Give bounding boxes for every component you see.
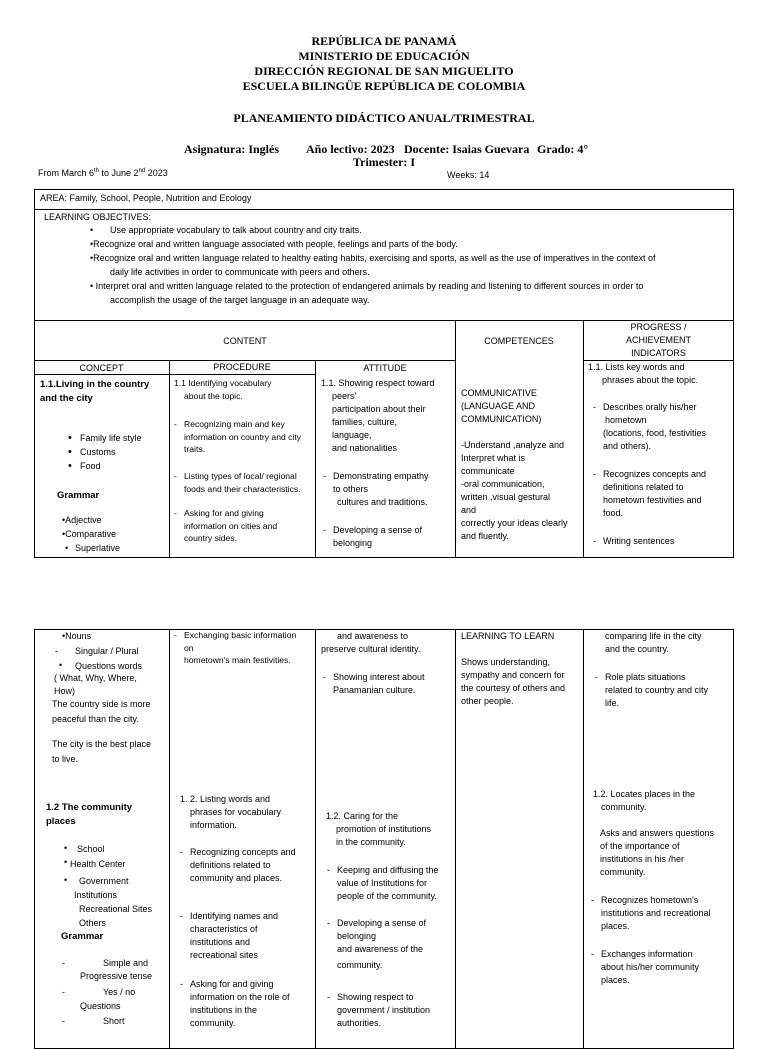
attitude-line: people of the community. xyxy=(337,891,437,901)
competence-line: and fluently. xyxy=(461,531,509,541)
concept-item: peaceful than the city. xyxy=(52,714,139,724)
procedure-line: information. xyxy=(190,820,238,830)
concept-item: • Family life style xyxy=(80,432,142,445)
attitude-line: belonging xyxy=(333,538,373,548)
progress-line: 1.2. Locates places in the xyxy=(593,789,696,799)
progress-line: 1.1. Lists key words and xyxy=(588,362,685,372)
attitude-item xyxy=(337,917,453,972)
procedure-line: - Asking for and giving xyxy=(190,978,312,991)
col-divider xyxy=(169,629,170,1049)
procedure-line: - Exchanging basic information xyxy=(184,629,314,642)
dash-mark: - xyxy=(62,1016,65,1026)
attitude-line: authorities. xyxy=(337,1018,382,1028)
progress-line: places. xyxy=(601,975,630,985)
competence-line: (LANGUAGE AND xyxy=(461,401,536,411)
attitude-item xyxy=(326,810,452,849)
header-region: DIRECCIÓN REGIONAL DE SAN MIGUELITO xyxy=(254,64,514,78)
header-school: ESCUELA BILINGÜE REPÚBLICA DE COLOMBIA xyxy=(242,79,526,93)
attitude-line: and awareness of the xyxy=(337,944,424,954)
procedure-line: country sides. xyxy=(184,533,238,543)
competence-line: sympathy and concern for xyxy=(461,670,565,680)
procedure-line: community and places. xyxy=(190,873,283,883)
concept-item: Questions words xyxy=(75,661,143,671)
grammar-item: •Adjective xyxy=(62,515,102,525)
col-divider xyxy=(583,629,584,1049)
progress-line: (locations, food, festivities xyxy=(603,428,707,438)
attitude-item xyxy=(333,470,451,509)
header-country: REPÚBLICA DE PANAMÁ xyxy=(311,34,457,48)
col-divider xyxy=(455,629,456,1049)
concept-title: 1.1.Living in the country and the city xyxy=(40,379,150,404)
concept-item: Health Center xyxy=(70,859,126,869)
area-divider xyxy=(34,209,734,210)
date-range: From March 6th to June 2nd 2023 xyxy=(38,168,168,178)
attitude-item xyxy=(333,671,451,697)
concept-item: School xyxy=(77,844,105,854)
progress-item xyxy=(605,671,725,710)
competences-header: COMPETENCES xyxy=(484,336,554,346)
attitude-line: - Keeping and diffusing the xyxy=(337,864,453,877)
concept-item: •Nouns xyxy=(62,631,92,641)
attitude-line: in the community. xyxy=(336,837,406,847)
objective-1: Use appropriate vocabulary to talk about country and city traits. xyxy=(110,225,362,235)
attitude-line: - Showing interest about xyxy=(333,671,451,684)
procedure-line: - Recognizing main and key xyxy=(184,418,314,431)
attitude-line: - Demonstrating empathy xyxy=(333,470,451,483)
procedure-line: definitions related to xyxy=(190,860,271,870)
procedure-header: PROCEDURE xyxy=(213,362,271,372)
competence-line: Shows understanding, xyxy=(461,657,551,667)
progress-header-line: ACHIEVEMENT xyxy=(625,335,691,345)
dash-mark: - xyxy=(62,987,65,997)
progress-line: related to country and city xyxy=(605,685,709,695)
attitude-line: cultures and traditions. xyxy=(337,497,428,507)
progress-item xyxy=(603,535,723,548)
grammar-title: Grammar xyxy=(61,931,104,942)
attitude-item xyxy=(337,864,453,903)
procedure-line: 1.1 Identifying vocabulary xyxy=(174,378,272,388)
grammar-item: •Comparative xyxy=(62,529,117,539)
progress-line: institutions and recreational xyxy=(601,908,711,918)
progress-item xyxy=(601,894,731,933)
procedure-line: information on cities and xyxy=(184,520,278,531)
progress-line: - Describes orally his/her xyxy=(603,401,723,414)
procedure-item xyxy=(190,846,312,885)
procedure-line: foods and their characteristics. xyxy=(184,483,301,494)
attitude-line: and nationalities xyxy=(332,443,398,453)
procedure-line: - Listing types of local/ regional xyxy=(184,470,314,483)
objective-bullet: • xyxy=(90,225,94,235)
progress-line: life. xyxy=(605,698,620,708)
competence-line: -Understand ,analyze and xyxy=(461,440,565,450)
procedure-item xyxy=(180,793,312,832)
competence-line: LEARNING TO LEARN xyxy=(461,631,555,641)
progress-line: - Exchanges information xyxy=(601,948,731,961)
teacher-label: Docente: Isaias Guevara xyxy=(404,142,530,156)
col-divider xyxy=(315,629,316,1049)
procedure-item xyxy=(190,910,312,962)
progress-item xyxy=(603,468,723,520)
progress-line: institutions in his /her xyxy=(600,854,685,864)
competence-line: COMMUNICATIVE xyxy=(461,388,537,398)
progress-item xyxy=(603,401,723,453)
procedure-line: institutions and xyxy=(190,937,251,947)
concept-header: CONCEPT xyxy=(79,363,124,373)
attitude-line: 1.2. Caring for the xyxy=(326,811,399,821)
concept-list xyxy=(80,432,142,473)
procedure-item xyxy=(184,418,314,456)
procedure-line: - Recognizing concepts and xyxy=(190,846,312,859)
subject-label: Asignatura: Inglés xyxy=(184,142,280,156)
competence-line: Interpret what is xyxy=(461,453,526,463)
progress-line: of the importance of xyxy=(600,841,680,851)
procedure-item xyxy=(184,470,314,495)
procedure-line: - Asking for and giving xyxy=(184,507,314,520)
concept-item: Others xyxy=(79,918,107,928)
year-label: Año lectivo: 2023 xyxy=(306,142,395,156)
attitude-line: belonging xyxy=(337,931,377,941)
grammar-item: Progressive tense xyxy=(80,971,153,981)
attitude-line: - Developing a sense of xyxy=(337,917,453,930)
bullet-mark: • xyxy=(59,660,63,670)
attitude-line: value of Institutions for xyxy=(337,878,428,888)
procedure-line: recreational sites xyxy=(190,950,259,960)
procedure-line: phrases for vocabulary xyxy=(190,807,282,817)
procedure-line: - Identifying names and xyxy=(190,910,312,923)
grammar-item: Short xyxy=(103,1016,125,1026)
concept-item: The city is the best place xyxy=(52,739,152,749)
col-divider xyxy=(169,360,170,558)
attitude-item xyxy=(337,991,453,1030)
procedure-item xyxy=(184,629,314,667)
competence-line: correctly your ideas clearly xyxy=(461,518,568,528)
objective-3: •Recognize oral and written language related to healthy eating habits, exercising and sports, as well as the use of imperatives in the context of xyxy=(90,253,656,263)
progress-line: and the country. xyxy=(605,644,669,654)
grammar-title: Grammar xyxy=(57,490,100,501)
plan-title: PLANEAMIENTO DIDÁCTICO ANUAL/TRIMESTRAL xyxy=(233,111,535,125)
attitude-header: ATTITUDE xyxy=(363,363,407,373)
bullet-mark: • xyxy=(64,875,68,885)
concept-title: 1.2 The community places xyxy=(46,802,133,827)
dash-mark: - xyxy=(62,958,65,968)
grammar-bullet: • xyxy=(65,543,69,553)
attitude-line: and awareness to xyxy=(337,631,409,641)
progress-item xyxy=(600,827,730,879)
grammar-item: Yes / no xyxy=(103,987,136,997)
concept-item: Singular / Plural xyxy=(75,646,139,656)
col-divider xyxy=(315,360,316,558)
concept-item: Recreational Sites xyxy=(79,904,153,914)
procedure-line: hometown's main festivities. xyxy=(184,655,291,665)
grade-label: Grado: 4° xyxy=(537,142,589,156)
progress-item xyxy=(605,630,725,656)
concept-item: Institutions xyxy=(74,890,118,900)
competences-text xyxy=(461,387,581,543)
competence-line: the courtesy of others and xyxy=(461,683,566,693)
progress-line: hometown xyxy=(605,415,647,425)
attitude-line: community. xyxy=(337,960,383,970)
attitude-item xyxy=(333,524,451,550)
competences-text xyxy=(461,630,581,708)
progress-line: places. xyxy=(601,921,630,931)
progress-header-line: PROGRESS / xyxy=(630,322,687,332)
progress-line: - Recognizes hometown's xyxy=(601,894,731,907)
attitude-line: government / institution xyxy=(337,1005,431,1015)
objective-3-cont: daily life activities in order to communicate with peers and others. xyxy=(110,267,370,277)
objective-4: • Interpret oral and written language related to the protection of endangered animals by reading and listening to different sources in order to xyxy=(90,281,644,291)
progress-item xyxy=(593,788,729,814)
attitude-line: families, culture, xyxy=(332,417,398,427)
procedure-line: 1. 2. Listing words and xyxy=(180,794,271,804)
progress-line: food. xyxy=(603,508,624,518)
procedure-line: about the topic. xyxy=(184,390,243,401)
attitude-line: - Developing a sense of xyxy=(333,524,451,537)
progress-line: about his/her community xyxy=(601,962,700,972)
trimester-label: Trimester: I xyxy=(353,155,416,169)
progress-line: - Recognizes concepts and xyxy=(603,468,723,481)
col-divider xyxy=(455,320,456,558)
concept-item: The country side is more xyxy=(52,699,151,709)
procedure-line: on xyxy=(184,642,194,653)
progress-line: community. xyxy=(600,867,646,877)
area-text: AREA: Family, School, People, Nutrition and Ecology xyxy=(40,193,252,203)
attitude-line: participation about their xyxy=(332,404,426,414)
competence-line: written ,visual gestural xyxy=(461,492,551,502)
attitude-item xyxy=(321,630,451,656)
progress-line: comparing life in the city xyxy=(605,631,702,641)
procedure-line: traits. xyxy=(184,444,206,454)
procedure-line: information on the role of xyxy=(190,992,290,1002)
content-header: CONTENT xyxy=(223,336,267,346)
progress-line: hometown festivities and xyxy=(603,495,702,505)
dash-mark: - xyxy=(55,646,58,656)
attitude-line: peers' xyxy=(332,391,357,401)
concept-item: to live. xyxy=(52,754,79,764)
competence-line: other people. xyxy=(461,696,514,706)
progress-line: definitions related to xyxy=(603,482,684,492)
procedure-line: characteristics of xyxy=(190,924,258,934)
attitude-line: 1.1. Showing respect toward xyxy=(321,378,435,388)
grammar-item: Superlative xyxy=(75,543,121,553)
progress-line: - Role plats situations xyxy=(605,671,725,684)
attitude-line: promotion of institutions xyxy=(336,824,432,834)
concept-item: How) xyxy=(54,686,76,696)
competence-line: -oral communication, xyxy=(461,479,545,489)
grammar-item: Questions xyxy=(80,1001,121,1011)
concept-item: • Food xyxy=(80,460,142,473)
progress-item xyxy=(601,948,731,987)
concept-item: ( What, Why, Where, xyxy=(54,673,137,683)
concept-item: • Customs xyxy=(80,446,142,459)
competence-line: and xyxy=(461,505,477,515)
progress-item xyxy=(588,361,730,387)
progress-line: community. xyxy=(601,802,647,812)
progress-line: phrases about the topic. xyxy=(602,375,699,385)
header-ministry: MINISTERIO DE EDUCACIÓN xyxy=(298,49,470,63)
attitude-item xyxy=(321,377,451,455)
procedure-item xyxy=(184,507,314,545)
competence-line: communicate xyxy=(461,466,515,476)
grammar-item: Simple and xyxy=(103,958,149,968)
procedure-line: community. xyxy=(190,1018,236,1028)
competence-line: COMMUNICATION) xyxy=(461,414,542,424)
progress-header-line: INDICATORS xyxy=(631,348,686,358)
bullet-mark: • xyxy=(64,857,68,867)
progress-line: Asks and answers questions xyxy=(600,828,715,838)
objectives-title: LEARNING OBJECTIVES: xyxy=(44,212,152,222)
procedure-item xyxy=(190,978,312,1030)
procedure-item xyxy=(174,377,314,402)
attitude-line: preserve cultural identity. xyxy=(321,644,421,654)
procedure-line: institutions in the xyxy=(190,1005,258,1015)
attitude-line: - Showing respect to xyxy=(337,991,453,1004)
bullet-mark: • xyxy=(64,843,68,853)
progress-header xyxy=(583,321,734,360)
weeks-label: Weeks: 14 xyxy=(447,170,490,180)
attitude-line: Panamanian culture. xyxy=(333,685,416,695)
concept-item: Government xyxy=(79,876,129,886)
objective-2: •Recognize oral and written language associated with people, feelings and parts of the body. xyxy=(90,239,458,249)
objective-4-cont: accomplish the usage of the target language in an adequate way. xyxy=(110,295,370,305)
attitude-line: language, xyxy=(332,430,372,440)
attitude-line: to others xyxy=(333,484,369,494)
procedure-line: information on country and city xyxy=(184,431,302,442)
progress-line: and others). xyxy=(603,441,652,451)
progress-line: - Writing sentences xyxy=(603,535,723,548)
